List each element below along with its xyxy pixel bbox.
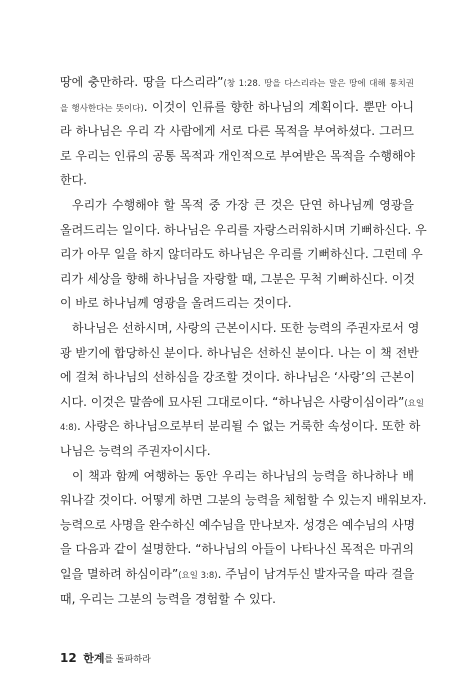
text-run: 때, 우리는 그분의 능력을 경험할 수 있다. xyxy=(60,591,276,606)
text-line xyxy=(60,267,414,291)
text-line xyxy=(60,70,414,94)
text-run: 우리가 수행해야 할 목적 중 가장 큰 것은 단연 하나님께 영광을 xyxy=(72,198,414,212)
text-line xyxy=(60,439,414,463)
text-run: 이 바로 하나님께 영광을 올려드리는 것이다. xyxy=(60,296,292,311)
text-line xyxy=(60,390,425,414)
citation-note: 을 행사한다는 뜻이다) xyxy=(60,103,144,114)
text-run: 나님은 능력의 주권자이시다. xyxy=(60,444,211,458)
citation-note: (요일 xyxy=(404,398,425,409)
text-line xyxy=(60,341,419,365)
citation-note: (창 1:28. 땅을 다스리라는 말은 땅에 대해 통치권 xyxy=(223,79,414,89)
text-run: 워나갈 것이다. 어떻게 하면 그분의 능력을 체험할 수 있는지 배워보자. xyxy=(60,493,427,508)
citation-note: 4:8) xyxy=(60,423,77,434)
text-run: . 이것이 인류를 향한 하나님의 계획이다. 뿐만 아니 xyxy=(143,99,414,114)
text-run: . 사랑은 하나님으로부터 분리될 수 없는 거룩한 속성이다. 또한 하 xyxy=(77,419,421,434)
text-run: 한다. xyxy=(60,173,87,188)
text-line xyxy=(60,464,414,488)
text-run: 능력으로 사명을 완수하신 예수님을 만나보자. 성경은 예수님의 사명 xyxy=(60,517,416,532)
text-run: 일을 멸하려 하심이라” xyxy=(60,567,179,581)
text-line xyxy=(60,414,421,438)
text-run: 시다. 이것은 말씀에 묘사된 그대로이다. “하나님은 사랑이심이라” xyxy=(60,394,405,409)
text-line xyxy=(60,168,414,192)
text-line xyxy=(60,144,414,168)
text-line xyxy=(60,488,427,512)
text-run: 하나님은 선하시며, 사랑의 근본이시다. 또한 능력의 주권자로서 영 xyxy=(72,321,420,335)
text-line xyxy=(60,316,420,340)
page-number: 12 xyxy=(60,651,77,665)
text-run: 에 걸쳐 하나님의 선하심을 강조할 것이다. 하나님은 ‘사랑’의 근본이 xyxy=(60,370,415,385)
text-line xyxy=(60,242,423,266)
page-footer xyxy=(60,650,151,666)
text-run: 광 받기에 합당하신 분이다. 하나님은 선하신 분이다. 나는 이 책 전반 xyxy=(60,345,419,360)
text-run: 이 책과 함께 여행하는 동안 우리는 하나님의 능력을 하나하나 배 xyxy=(72,468,414,483)
text-run: 을 다음과 같이 설명한다. “하나님의 아들이 나타나신 목적은 마귀의 xyxy=(60,542,414,557)
text-line xyxy=(60,562,414,586)
text-run: . 주님이 남겨두신 발자국을 따라 걸을 xyxy=(217,567,415,581)
text-line xyxy=(60,95,414,119)
text-run: 올려드리는 일이다. 하나님은 우리를 자랑스러워하시며 기뻐하신다. 우 xyxy=(60,222,427,237)
text-run: 리가 세상을 향해 하나님을 자랑할 때, 그분은 무척 기뻐하신다. 이것 xyxy=(60,271,415,286)
text-line xyxy=(60,537,414,561)
text-line xyxy=(60,291,414,315)
text-run: 로 우리는 인류의 공통 목적과 개인적으로 부여받은 목적을 수행해야 xyxy=(60,148,416,163)
text-run: 땅에 충만하라. 땅을 다스리라” xyxy=(60,75,224,89)
text-line xyxy=(60,218,427,242)
text-line xyxy=(60,587,414,611)
text-run: 라 하나님은 우리 각 사람에게 서로 다른 목적을 부여하셨다. 그러므 xyxy=(60,124,414,139)
citation-note: (요일 3:8) xyxy=(178,571,218,581)
text-line xyxy=(60,513,414,537)
text-line xyxy=(60,365,414,389)
text-line xyxy=(60,193,414,217)
running-title-rest: 를 돌파하라 xyxy=(104,655,151,665)
running-title-bold: 한계 xyxy=(83,652,105,665)
text-line xyxy=(60,119,414,143)
text-run: 리가 아무 일을 하지 않더라도 하나님은 우리를 기뻐하신다. 그런데 우 xyxy=(60,247,423,262)
